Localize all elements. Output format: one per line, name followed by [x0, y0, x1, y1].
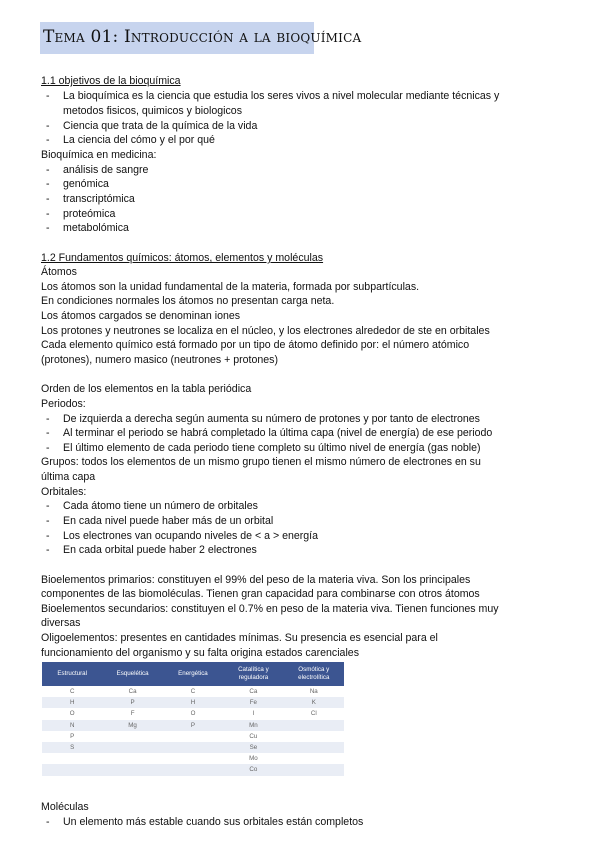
bullet-dash: - [46, 193, 50, 205]
table-cell [102, 731, 162, 742]
bullet-dash: - [46, 816, 50, 828]
table-cell [284, 720, 344, 731]
table-row [42, 742, 344, 753]
table-cell: Mo [223, 753, 283, 764]
table-cell: Co [223, 764, 283, 775]
text-line: Bioelementos secundarios: constituyen el 0.7% en peso de la materia viva. Tienen funciones muy [41, 603, 499, 615]
table-cell: H [163, 697, 223, 708]
table-header-cell: Estructural [42, 662, 102, 686]
table-cell: S [42, 742, 102, 753]
bullet-dash: - [46, 164, 50, 176]
bullet-text: De izquierda a derecha según aumenta su número de protones y por tanto de electrones [63, 413, 480, 425]
table-cell: K [284, 697, 344, 708]
table-cell: C [163, 686, 223, 697]
table-cell [284, 764, 344, 775]
table-cell: P [42, 731, 102, 742]
table-cell: C [42, 686, 102, 697]
table-row [42, 686, 344, 697]
bullet-dash: - [46, 222, 50, 234]
bullet-dash: - [46, 544, 50, 556]
groups-line: Grupos: todos los elementos de un mismo grupo tienen el mismo número de electrones en su [41, 456, 481, 468]
table-header-row [42, 662, 344, 686]
table-cell: Mg [102, 720, 162, 731]
bullet-text: análisis de sangre [63, 164, 149, 176]
table-cell: Cu [223, 731, 283, 742]
table-cell [163, 742, 223, 753]
bullet-text: metabolómica [63, 222, 129, 234]
bullet-dash: - [46, 208, 50, 220]
medicine-heading: Bioquímica en medicina: [41, 149, 157, 161]
bullet-text: Un elemento más estable cuando sus orbitales están completos [63, 816, 364, 828]
bullet-text: Al terminar el periodo se habrá completado la última capa (nivel de energía) de ese periodo [63, 427, 493, 439]
table-header-cell: Osmótica y electrolítica [284, 662, 344, 686]
table-cell [42, 753, 102, 764]
bullet-dash: - [46, 178, 50, 190]
table-cell [102, 764, 162, 775]
bioelements-table [42, 662, 344, 776]
table-row [42, 697, 344, 708]
periodic-heading: Orden de los elementos en la tabla periódica [41, 383, 252, 395]
table-cell: Na [284, 686, 344, 697]
text-line: Los protones y neutrones se localiza en el núcleo, y los electrones alrededor de ste en orbitales [41, 325, 490, 337]
table-row [42, 764, 344, 775]
text-line: En condiciones normales los átomos no presentan carga neta. [41, 295, 335, 307]
bullet-text: Ciencia que trata de la química de la vida [63, 120, 258, 132]
bullet-text: En cada nivel puede haber más de un orbital [63, 515, 274, 527]
bullet-text: genómica [63, 178, 109, 190]
table-cell [102, 742, 162, 753]
bullet-text: La ciencia del cómo y el por qué [63, 134, 215, 146]
bullet-text: En cada orbital puede haber 2 electrones [63, 544, 257, 556]
bullet-dash: - [46, 427, 50, 439]
section-heading-objetivos: 1.1 objetivos de la bioquímica [41, 75, 181, 87]
table-cell [163, 731, 223, 742]
table-cell: P [163, 720, 223, 731]
periods-label: Periodos: [41, 398, 86, 410]
text-line: Cada elemento químico está formado por un tipo de átomo definido por: el número atómico [41, 339, 470, 351]
text-line: Átomos [41, 266, 77, 278]
table-cell: Fe [223, 697, 283, 708]
molecules-heading: Moléculas [41, 801, 89, 813]
text-line: Bioelementos primarios: constituyen el 99% del peso de la materia viva. Son los principales [41, 574, 471, 586]
table-cell [42, 764, 102, 775]
bullet-dash: - [46, 530, 50, 542]
table-row [42, 708, 344, 719]
bullet-dash: - [46, 442, 50, 454]
table-cell: N [42, 720, 102, 731]
bullet-text: El último elemento de cada periodo tiene completo su último nivel de energía (gas noble) [63, 442, 481, 454]
table-cell: Mn [223, 720, 283, 731]
text-line: Los átomos cargados se denominan iones [41, 310, 241, 322]
table-header-cell: Catalítica y reguladora [223, 662, 283, 686]
table-cell [284, 753, 344, 764]
text-line: diversas [41, 617, 81, 629]
bullet-dash: - [46, 120, 50, 132]
text-line: Oligoelementos: presentes en cantidades mínimas. Su presencia es esencial para el [41, 632, 438, 644]
bullet-text: La bioquímica es la ciencia que estudia los seres vivos a nivel molecular mediante técnicas y [63, 90, 500, 102]
table-header-cell: Energética [163, 662, 223, 686]
bullet-dash: - [46, 134, 50, 146]
table-cell: O [42, 708, 102, 719]
bullet-text: proteómica [63, 208, 116, 220]
table-cell [163, 764, 223, 775]
table-cell [284, 731, 344, 742]
table-cell: O [163, 708, 223, 719]
table-row [42, 753, 344, 764]
text-line: componentes de las biomoléculas. Tienen gran capacidad para combinarse con otros átomos [41, 588, 480, 600]
bullet-text: Los electrones van ocupando niveles de < a > energía [63, 530, 319, 542]
table-cell: Cl [284, 708, 344, 719]
table-row [42, 731, 344, 742]
text-line: funcionamiento del organismo y su falta origina estados carenciales [41, 647, 359, 659]
table-cell: P [102, 697, 162, 708]
text-line: Los átomos son la unidad fundamental de la materia, formada por subpartículas. [41, 281, 420, 293]
table-cell: F [102, 708, 162, 719]
bullet-text: transcriptómica [63, 193, 135, 205]
title-highlight [40, 22, 362, 54]
orbitals-label: Orbitales: [41, 486, 87, 498]
table-cell [163, 753, 223, 764]
section-heading-fundamentos: 1.2 Fundamentos químicos: átomos, elementos y moléculas [41, 252, 324, 264]
table-cell: Ca [223, 686, 283, 697]
table-cell: H [42, 697, 102, 708]
groups-line: última capa [41, 471, 96, 483]
bullet-dash: - [46, 413, 50, 425]
text-line: (protones), numero masico (neutrones + protones) [41, 354, 279, 366]
table-cell [102, 753, 162, 764]
table-cell: Se [223, 742, 283, 753]
bullet-dash: - [46, 90, 50, 102]
table-row [42, 720, 344, 731]
bullet-text-continued: metodos fisicos, quimicos y biologicos [63, 105, 242, 117]
table-cell: Ca [102, 686, 162, 697]
bullet-dash: - [46, 515, 50, 527]
table-cell: I [223, 708, 283, 719]
bullet-dash: - [46, 500, 50, 512]
table-cell [284, 742, 344, 753]
bullet-text: Cada átomo tiene un número de orbitales [63, 500, 258, 512]
page-title: Tema 01: Introducción a la bioquímica [43, 27, 362, 47]
table-header-cell: Esquelética [102, 662, 162, 686]
